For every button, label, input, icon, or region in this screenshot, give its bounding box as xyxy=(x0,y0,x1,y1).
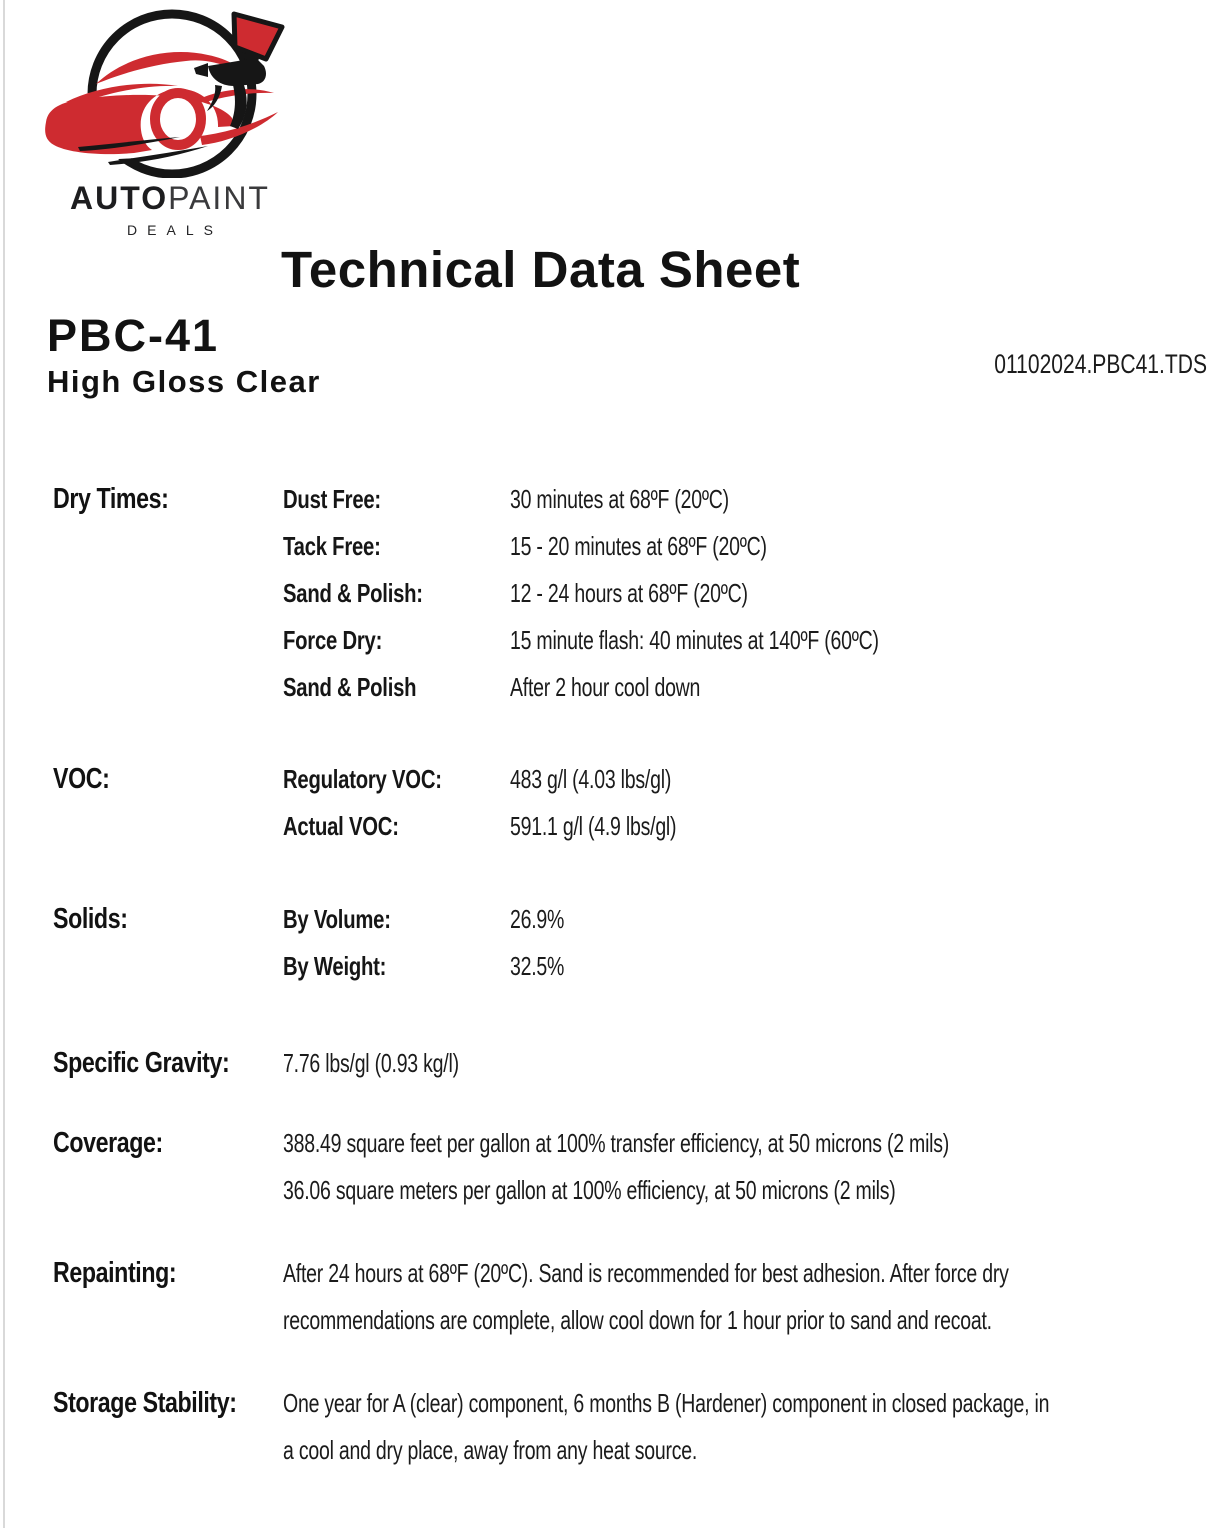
product-name: High Gloss Clear xyxy=(47,364,321,399)
brand-subtitle: DEALS xyxy=(127,222,223,238)
section-values xyxy=(510,902,1208,996)
row-value xyxy=(510,623,1208,670)
section-names xyxy=(283,482,510,717)
row-name xyxy=(283,482,510,529)
brand-name-bold: AUTO xyxy=(70,180,169,216)
row-name xyxy=(283,902,510,949)
row-value xyxy=(283,1173,1208,1220)
brand-name xyxy=(28,180,312,217)
section-values xyxy=(283,1046,1208,1093)
row-value xyxy=(510,809,1208,856)
section-label: VOC: xyxy=(53,763,110,795)
row-value xyxy=(283,1433,1225,1480)
row-name xyxy=(283,949,510,996)
row-value xyxy=(510,576,1208,623)
row-name xyxy=(283,623,510,670)
row-value-text: 15 minute flash: 40 minutes at 140ºF (60ºC) xyxy=(510,625,879,655)
scan-edge-line xyxy=(3,0,5,1528)
page-title: Technical Data Sheet xyxy=(281,241,801,298)
section-label: Repainting: xyxy=(53,1257,177,1289)
row-value xyxy=(283,1256,1225,1303)
row-value xyxy=(510,902,1208,949)
row-name-text: Sand & Polish xyxy=(283,672,417,702)
row-value-text: 15 - 20 minutes at 68ºF (20ºC) xyxy=(510,531,767,561)
section-label-cell xyxy=(53,762,283,856)
section-label-cell xyxy=(53,482,283,717)
section-values xyxy=(283,1256,1225,1350)
section-values xyxy=(283,1386,1225,1480)
row-value-text: 26.9% xyxy=(510,904,565,934)
row-value xyxy=(283,1046,1208,1093)
row-name-text: By Weight: xyxy=(283,951,387,981)
row-value xyxy=(283,1386,1225,1433)
section-names xyxy=(283,762,510,856)
section-voc xyxy=(53,762,1208,856)
gun-nozzle xyxy=(194,63,208,77)
row-name xyxy=(283,670,510,717)
section-solids xyxy=(53,902,1208,996)
product-code: PBC-41 xyxy=(47,310,220,361)
row-value-text: 7.76 lbs/gl (0.93 kg/l) xyxy=(283,1048,459,1078)
section-label-cell xyxy=(53,1126,283,1220)
section-values xyxy=(283,1126,1208,1220)
row-value xyxy=(283,1303,1225,1350)
row-name xyxy=(283,576,510,623)
section-label: Specific Gravity: xyxy=(53,1047,230,1079)
section-label: Solids: xyxy=(53,903,128,935)
row-value xyxy=(510,482,1208,529)
row-value-text: 388.49 square feet per gallon at 100% transfer efficiency, at 50 microns (2 mils) xyxy=(283,1128,950,1158)
row-value xyxy=(283,1126,1208,1173)
doc-number: 01102024.PBC41.TDS xyxy=(994,349,1207,379)
row-name-text: Force Dry: xyxy=(283,625,383,655)
row-name-text: Actual VOC: xyxy=(283,811,399,841)
section-label-cell xyxy=(53,902,283,996)
section-label-cell xyxy=(53,1256,283,1350)
row-value-text: 36.06 square meters per gallon at 100% efficiency, at 50 microns (2 mils) xyxy=(283,1175,896,1205)
row-name-text: Sand & Polish: xyxy=(283,578,423,608)
section-label: Storage Stability: xyxy=(53,1387,237,1419)
section-specific-gravity xyxy=(53,1046,1208,1093)
row-name-text: Tack Free: xyxy=(283,531,381,561)
section-label: Dry Times: xyxy=(53,483,169,515)
row-value-text: One year for A (clear) component, 6 months B (Hardener) component in closed package, in xyxy=(283,1388,1050,1418)
section-repainting xyxy=(53,1256,1208,1350)
row-value-text: 483 g/l (4.03 lbs/gl) xyxy=(510,764,672,794)
row-name-text: Regulatory VOC: xyxy=(283,764,442,794)
autopaint-logo xyxy=(38,6,300,178)
section-names xyxy=(283,902,510,996)
section-label-cell xyxy=(53,1386,283,1480)
row-value-text: a cool and dry place, away from any heat source. xyxy=(283,1435,698,1465)
row-name xyxy=(283,529,510,576)
row-value-text: recommendations are complete, allow cool down for 1 hour prior to sand and recoat. xyxy=(283,1305,992,1335)
section-storage-stability xyxy=(53,1386,1208,1480)
row-value xyxy=(510,670,1208,717)
row-value xyxy=(510,949,1208,996)
row-value-text: 12 - 24 hours at 68ºF (20ºC) xyxy=(510,578,748,608)
row-value-text: After 24 hours at 68ºF (20ºC). Sand is recommended for best adhesion. After force dry xyxy=(283,1258,1009,1288)
row-name-text: Dust Free: xyxy=(283,484,381,514)
row-value-text: 591.1 g/l (4.9 lbs/gl) xyxy=(510,811,677,841)
section-label: Coverage: xyxy=(53,1127,163,1159)
row-name xyxy=(283,809,510,856)
spray-gun-icon xyxy=(194,14,282,129)
section-values xyxy=(510,482,1208,717)
row-name xyxy=(283,762,510,809)
section-coverage xyxy=(53,1126,1208,1220)
row-value xyxy=(510,762,1208,809)
row-value-text: 32.5% xyxy=(510,951,565,981)
section-label-cell xyxy=(53,1046,283,1093)
row-value-text: After 2 hour cool down xyxy=(510,672,701,702)
section-dry-times xyxy=(53,482,1208,717)
section-values xyxy=(510,762,1208,856)
row-value xyxy=(510,529,1208,576)
row-name-text: By Volume: xyxy=(283,904,391,934)
brand-name-light: PAINT xyxy=(168,180,270,216)
row-value-text: 30 minutes at 68ºF (20ºC) xyxy=(510,484,729,514)
